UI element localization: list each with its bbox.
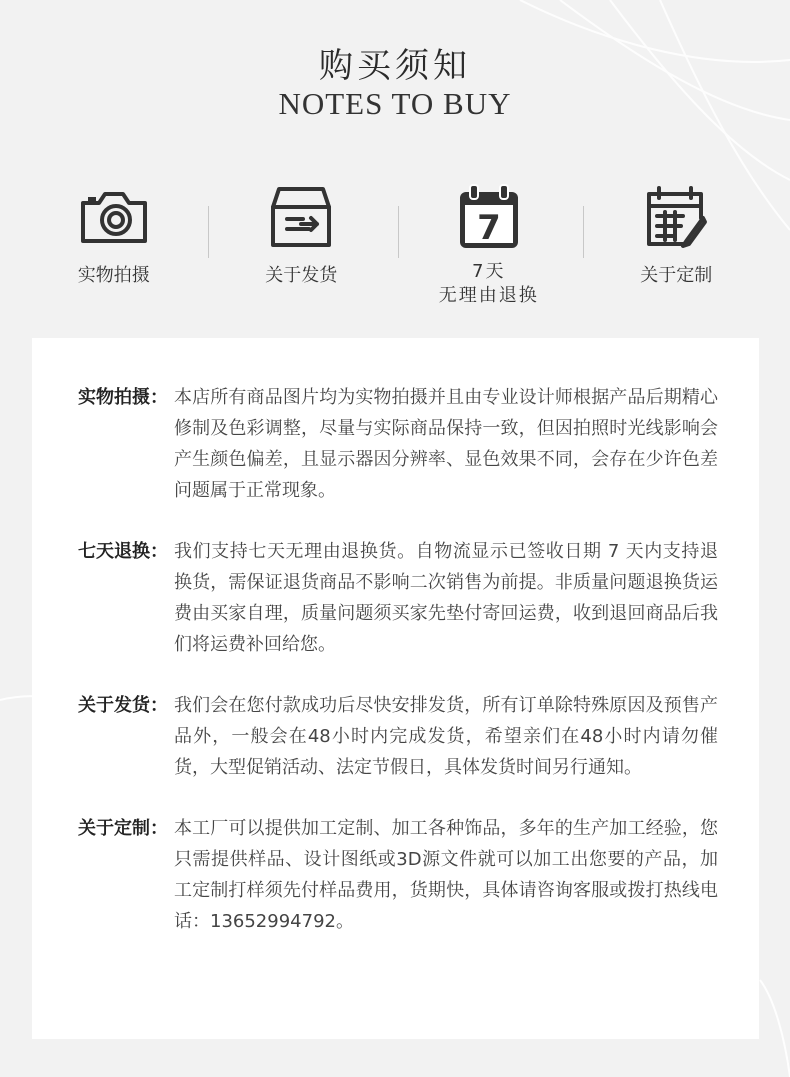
- calendar-number: 7: [476, 208, 501, 248]
- page-title: 购买须知: [319, 46, 471, 86]
- feature-label: 关于发货: [265, 265, 338, 286]
- notes-list: [78, 382, 718, 967]
- feature-divider: [583, 206, 584, 258]
- note-item: [78, 690, 718, 783]
- feature-delivery: [208, 182, 396, 288]
- note-item: [78, 813, 718, 937]
- note-item: [78, 382, 718, 506]
- feature-label-line1: 7天: [472, 261, 506, 282]
- note-term: 关于发货：: [78, 695, 168, 716]
- note-term: 实物拍摄：: [78, 387, 168, 408]
- feature-label: 关于定制: [640, 265, 713, 286]
- camera-icon: [78, 182, 150, 252]
- feature-return: [395, 182, 583, 308]
- page-subtitle: NOTES TO BUY: [278, 86, 512, 121]
- note-item: [78, 536, 718, 660]
- note-text: 我们支持七天无理由退换货。自物流显示已签收日期 7 天内支持退换货，需保证退货商品不影响二次销售为前提。非质量问题退换货运费由买家自理，质量问题须买家先垫付寄回运费，收到退回商品后我们将运费补回给您。: [174, 541, 718, 655]
- feature-divider: [208, 206, 209, 258]
- note-text: 我们会在您付款成功后尽快安排发货，所有订单除特殊原因及预售产品外，一般会在48小时内完成发货，希望亲们在48小时内请勿催货，大型促销活动、法定节假日，具体发货时间另行通知。: [174, 695, 718, 778]
- feature-row: [20, 182, 770, 312]
- calendar-pen-icon: [640, 182, 712, 252]
- note-term: 七天退换：: [78, 541, 168, 562]
- feature-label-line2: 无理由退换: [438, 285, 539, 306]
- feature-custom: [583, 182, 771, 288]
- calendar-7-icon: [453, 182, 525, 252]
- notes-card: [32, 338, 759, 1039]
- feature-photo: [20, 182, 208, 288]
- feature-label: [439, 260, 539, 308]
- note-text: 本工厂可以提供加工定制、加工各种饰品，多年的生产加工经验，您只需提供样品、设计图纸或3D源文件就可以加工出您要的产品，加工定制打样须先付样品费用，货期快，具体请咨询客服或拨打热线电话：13652994792。: [174, 818, 718, 932]
- note-term: 关于定制：: [78, 818, 168, 839]
- feature-divider: [398, 206, 399, 258]
- note-text: 本店所有商品图片均为实物拍摄并且由专业设计师根据产品后期精心修制及色彩调整，尽量与实际商品保持一致，但因拍照时光线影响会产生颜色偏差，且显示器因分辨率、显色效果不同，会存在少许色差问题属于正常现象。: [174, 387, 718, 501]
- delivery-box-icon: [265, 182, 337, 252]
- feature-label: 实物拍摄: [77, 265, 150, 286]
